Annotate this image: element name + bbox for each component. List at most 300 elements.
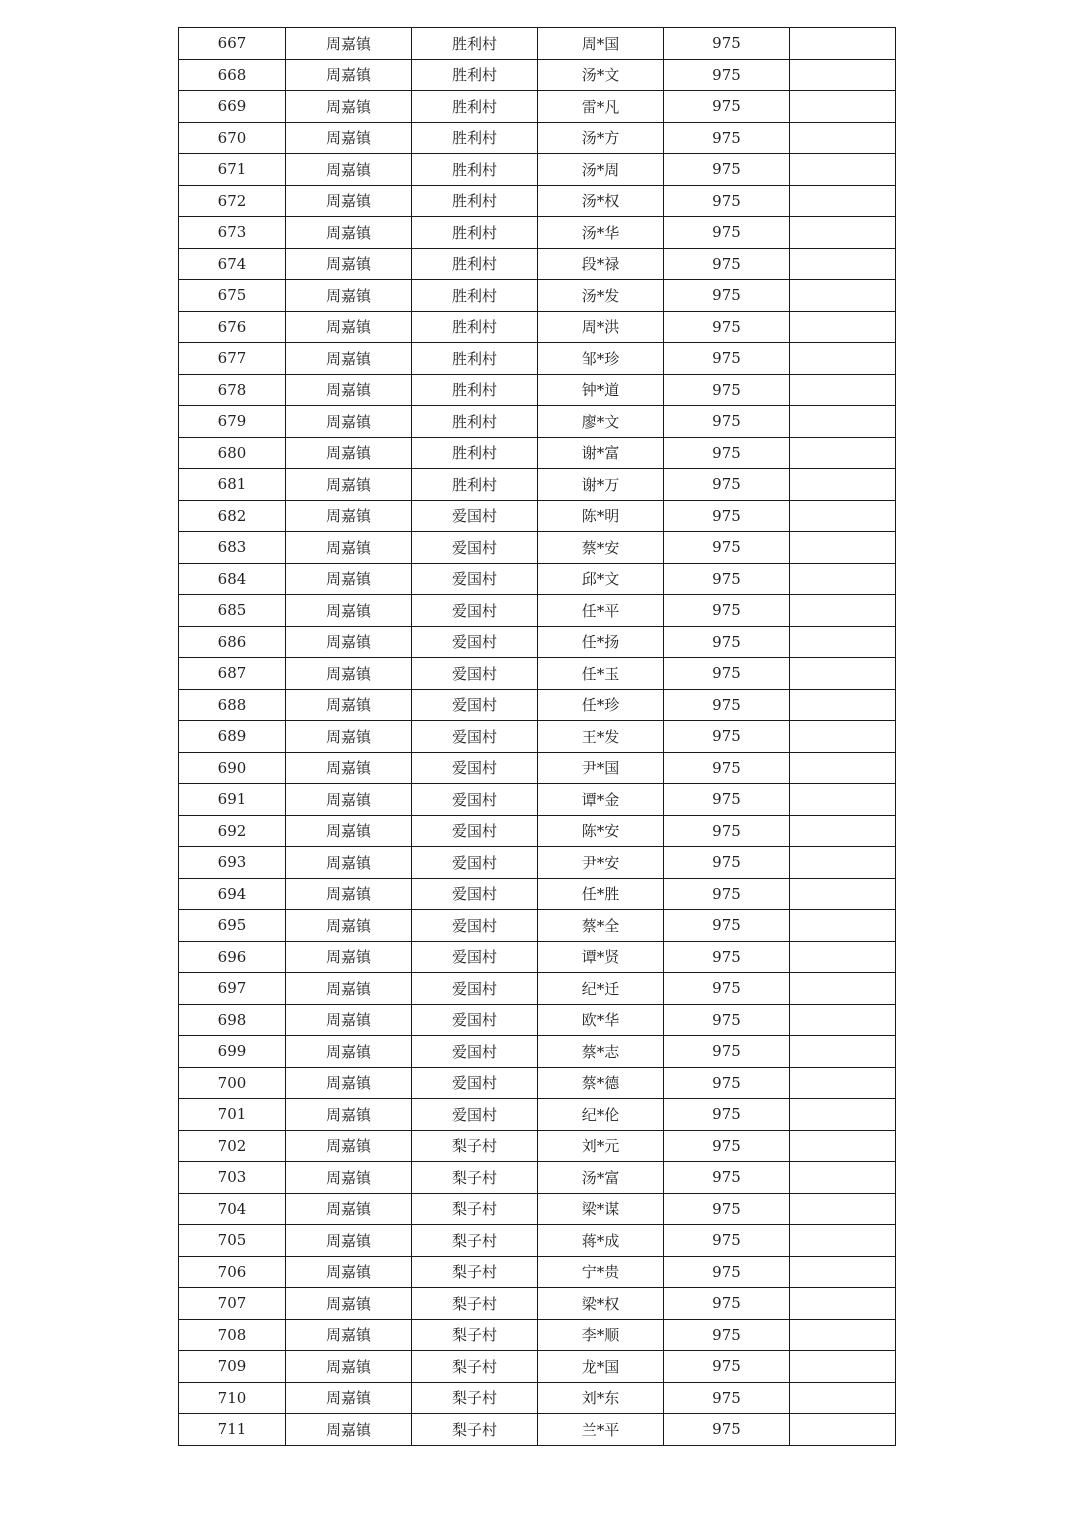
village-cell: 爱国村: [412, 784, 538, 816]
town-cell: 周嘉镇: [286, 752, 412, 784]
village-cell: 胜利村: [412, 217, 538, 249]
name-cell: 尹*安: [538, 847, 664, 879]
town-cell: 周嘉镇: [286, 59, 412, 91]
village-cell: 胜利村: [412, 311, 538, 343]
remarks-cell: [790, 1319, 896, 1351]
village-cell: 梨子村: [412, 1162, 538, 1194]
remarks-cell: [790, 532, 896, 564]
amount-cell: 975: [664, 154, 790, 186]
town-cell: 周嘉镇: [286, 217, 412, 249]
remarks-cell: [790, 122, 896, 154]
town-cell: 周嘉镇: [286, 973, 412, 1005]
amount-cell: 975: [664, 1256, 790, 1288]
name-cell: 任*胜: [538, 878, 664, 910]
amount-cell: 975: [664, 343, 790, 375]
table-row: [179, 500, 896, 532]
serial-number-cell: 692: [179, 815, 286, 847]
table-row: [179, 941, 896, 973]
name-cell: 谢*富: [538, 437, 664, 469]
serial-number-cell: 711: [179, 1414, 286, 1446]
table-row: [179, 658, 896, 690]
serial-number-cell: 698: [179, 1004, 286, 1036]
remarks-cell: [790, 248, 896, 280]
name-cell: 汤*富: [538, 1162, 664, 1194]
table-row: [179, 878, 896, 910]
remarks-cell: [790, 689, 896, 721]
name-cell: 宁*贵: [538, 1256, 664, 1288]
table-row: [179, 847, 896, 879]
town-cell: 周嘉镇: [286, 721, 412, 753]
remarks-cell: [790, 1130, 896, 1162]
amount-cell: 975: [664, 1162, 790, 1194]
remarks-cell: [790, 1036, 896, 1068]
town-cell: 周嘉镇: [286, 469, 412, 501]
remarks-cell: [790, 658, 896, 690]
table-row: [179, 752, 896, 784]
serial-number-cell: 691: [179, 784, 286, 816]
village-cell: 爱国村: [412, 595, 538, 627]
table-row: [179, 1193, 896, 1225]
remarks-cell: [790, 59, 896, 91]
remarks-cell: [790, 1162, 896, 1194]
serial-number-cell: 669: [179, 91, 286, 123]
remarks-cell: [790, 847, 896, 879]
village-cell: 爱国村: [412, 626, 538, 658]
serial-number-cell: 699: [179, 1036, 286, 1068]
serial-number-cell: 697: [179, 973, 286, 1005]
serial-number-cell: 703: [179, 1162, 286, 1194]
amount-cell: 975: [664, 469, 790, 501]
serial-number-cell: 670: [179, 122, 286, 154]
name-cell: 周*国: [538, 28, 664, 60]
town-cell: 周嘉镇: [286, 563, 412, 595]
village-cell: 梨子村: [412, 1130, 538, 1162]
village-cell: 梨子村: [412, 1225, 538, 1257]
amount-cell: 975: [664, 941, 790, 973]
table-row: [179, 784, 896, 816]
village-cell: 梨子村: [412, 1193, 538, 1225]
remarks-cell: [790, 154, 896, 186]
remarks-cell: [790, 815, 896, 847]
remarks-cell: [790, 374, 896, 406]
village-cell: 爱国村: [412, 532, 538, 564]
serial-number-cell: 686: [179, 626, 286, 658]
amount-cell: 975: [664, 185, 790, 217]
table-row: [179, 28, 896, 60]
serial-number-cell: 696: [179, 941, 286, 973]
remarks-cell: [790, 1414, 896, 1446]
table-row: [179, 595, 896, 627]
village-cell: 爱国村: [412, 1099, 538, 1131]
name-cell: 蔡*安: [538, 532, 664, 564]
amount-cell: 975: [664, 406, 790, 438]
name-cell: 陈*明: [538, 500, 664, 532]
amount-cell: 975: [664, 1319, 790, 1351]
name-cell: 汤*周: [538, 154, 664, 186]
serial-number-cell: 684: [179, 563, 286, 595]
table-row: [179, 374, 896, 406]
table-row: [179, 1382, 896, 1414]
remarks-cell: [790, 437, 896, 469]
town-cell: 周嘉镇: [286, 1193, 412, 1225]
table-row: [179, 1099, 896, 1131]
name-cell: 雷*凡: [538, 91, 664, 123]
amount-cell: 975: [664, 1004, 790, 1036]
town-cell: 周嘉镇: [286, 311, 412, 343]
amount-cell: 975: [664, 1414, 790, 1446]
name-cell: 汤*华: [538, 217, 664, 249]
amount-cell: 975: [664, 878, 790, 910]
town-cell: 周嘉镇: [286, 1414, 412, 1446]
town-cell: 周嘉镇: [286, 1004, 412, 1036]
town-cell: 周嘉镇: [286, 1256, 412, 1288]
table-row: [179, 469, 896, 501]
town-cell: 周嘉镇: [286, 847, 412, 879]
name-cell: 邹*珍: [538, 343, 664, 375]
village-cell: 胜利村: [412, 374, 538, 406]
remarks-cell: [790, 406, 896, 438]
table-row: [179, 1351, 896, 1383]
town-cell: 周嘉镇: [286, 280, 412, 312]
name-cell: 梁*谋: [538, 1193, 664, 1225]
name-cell: 任*平: [538, 595, 664, 627]
table-row: [179, 406, 896, 438]
remarks-cell: [790, 1099, 896, 1131]
table-row: [179, 973, 896, 1005]
town-cell: 周嘉镇: [286, 626, 412, 658]
village-cell: 胜利村: [412, 248, 538, 280]
serial-number-cell: 679: [179, 406, 286, 438]
town-cell: 周嘉镇: [286, 689, 412, 721]
remarks-cell: [790, 343, 896, 375]
serial-number-cell: 678: [179, 374, 286, 406]
town-cell: 周嘉镇: [286, 910, 412, 942]
amount-cell: 975: [664, 658, 790, 690]
village-cell: 爱国村: [412, 1067, 538, 1099]
name-cell: 汤*发: [538, 280, 664, 312]
village-cell: 爱国村: [412, 1004, 538, 1036]
table-row: [179, 626, 896, 658]
remarks-cell: [790, 1193, 896, 1225]
town-cell: 周嘉镇: [286, 437, 412, 469]
town-cell: 周嘉镇: [286, 1067, 412, 1099]
village-cell: 爱国村: [412, 815, 538, 847]
table-row: [179, 1225, 896, 1257]
table-row: [179, 122, 896, 154]
serial-number-cell: 682: [179, 500, 286, 532]
name-cell: 谭*贤: [538, 941, 664, 973]
village-cell: 爱国村: [412, 973, 538, 1005]
village-cell: 胜利村: [412, 280, 538, 312]
remarks-cell: [790, 563, 896, 595]
name-cell: 李*顺: [538, 1319, 664, 1351]
amount-cell: 975: [664, 689, 790, 721]
table-row: [179, 1004, 896, 1036]
name-cell: 纪*迁: [538, 973, 664, 1005]
remarks-cell: [790, 752, 896, 784]
serial-number-cell: 709: [179, 1351, 286, 1383]
village-cell: 胜利村: [412, 469, 538, 501]
village-cell: 爱国村: [412, 1036, 538, 1068]
serial-number-cell: 705: [179, 1225, 286, 1257]
town-cell: 周嘉镇: [286, 91, 412, 123]
name-cell: 周*洪: [538, 311, 664, 343]
name-cell: 梁*权: [538, 1288, 664, 1320]
serial-number-cell: 688: [179, 689, 286, 721]
remarks-cell: [790, 500, 896, 532]
amount-cell: 975: [664, 374, 790, 406]
village-cell: 胜利村: [412, 406, 538, 438]
remarks-cell: [790, 28, 896, 60]
village-cell: 爱国村: [412, 878, 538, 910]
name-cell: 尹*国: [538, 752, 664, 784]
table-row: [179, 59, 896, 91]
name-cell: 纪*伦: [538, 1099, 664, 1131]
serial-number-cell: 704: [179, 1193, 286, 1225]
name-cell: 廖*文: [538, 406, 664, 438]
remarks-cell: [790, 595, 896, 627]
name-cell: 刘*元: [538, 1130, 664, 1162]
name-cell: 王*发: [538, 721, 664, 753]
town-cell: 周嘉镇: [286, 658, 412, 690]
table-row: [179, 532, 896, 564]
table-row: [179, 280, 896, 312]
remarks-cell: [790, 910, 896, 942]
name-cell: 钟*道: [538, 374, 664, 406]
town-cell: 周嘉镇: [286, 28, 412, 60]
town-cell: 周嘉镇: [286, 343, 412, 375]
table-row: [179, 1414, 896, 1446]
town-cell: 周嘉镇: [286, 185, 412, 217]
remarks-cell: [790, 1067, 896, 1099]
serial-number-cell: 673: [179, 217, 286, 249]
amount-cell: 975: [664, 563, 790, 595]
remarks-cell: [790, 1382, 896, 1414]
village-cell: 胜利村: [412, 59, 538, 91]
village-cell: 爱国村: [412, 910, 538, 942]
table-row: [179, 91, 896, 123]
name-cell: 任*玉: [538, 658, 664, 690]
name-cell: 段*禄: [538, 248, 664, 280]
remarks-cell: [790, 1004, 896, 1036]
amount-cell: 975: [664, 1193, 790, 1225]
serial-number-cell: 668: [179, 59, 286, 91]
town-cell: 周嘉镇: [286, 1319, 412, 1351]
serial-number-cell: 675: [179, 280, 286, 312]
amount-cell: 975: [664, 1288, 790, 1320]
serial-number-cell: 667: [179, 28, 286, 60]
roster-table: [178, 27, 896, 1446]
village-cell: 梨子村: [412, 1288, 538, 1320]
village-cell: 胜利村: [412, 437, 538, 469]
remarks-cell: [790, 469, 896, 501]
town-cell: 周嘉镇: [286, 1225, 412, 1257]
remarks-cell: [790, 1288, 896, 1320]
serial-number-cell: 683: [179, 532, 286, 564]
remarks-cell: [790, 973, 896, 1005]
name-cell: 谢*万: [538, 469, 664, 501]
serial-number-cell: 695: [179, 910, 286, 942]
town-cell: 周嘉镇: [286, 1036, 412, 1068]
amount-cell: 975: [664, 752, 790, 784]
table-row: [179, 311, 896, 343]
amount-cell: 975: [664, 1067, 790, 1099]
name-cell: 龙*国: [538, 1351, 664, 1383]
village-cell: 胜利村: [412, 343, 538, 375]
name-cell: 汤*权: [538, 185, 664, 217]
amount-cell: 975: [664, 437, 790, 469]
village-cell: 爱国村: [412, 563, 538, 595]
town-cell: 周嘉镇: [286, 1288, 412, 1320]
town-cell: 周嘉镇: [286, 500, 412, 532]
serial-number-cell: 685: [179, 595, 286, 627]
name-cell: 邱*文: [538, 563, 664, 595]
name-cell: 兰*平: [538, 1414, 664, 1446]
town-cell: 周嘉镇: [286, 406, 412, 438]
village-cell: 胜利村: [412, 28, 538, 60]
table-row: [179, 1256, 896, 1288]
amount-cell: 975: [664, 91, 790, 123]
serial-number-cell: 681: [179, 469, 286, 501]
amount-cell: 975: [664, 595, 790, 627]
serial-number-cell: 701: [179, 1099, 286, 1131]
village-cell: 胜利村: [412, 91, 538, 123]
name-cell: 蔡*全: [538, 910, 664, 942]
village-cell: 梨子村: [412, 1382, 538, 1414]
amount-cell: 975: [664, 721, 790, 753]
table-row: [179, 1319, 896, 1351]
amount-cell: 975: [664, 910, 790, 942]
town-cell: 周嘉镇: [286, 815, 412, 847]
table-row: [179, 1130, 896, 1162]
table-row: [179, 1288, 896, 1320]
name-cell: 陈*安: [538, 815, 664, 847]
serial-number-cell: 690: [179, 752, 286, 784]
town-cell: 周嘉镇: [286, 941, 412, 973]
serial-number-cell: 674: [179, 248, 286, 280]
name-cell: 汤*方: [538, 122, 664, 154]
serial-number-cell: 700: [179, 1067, 286, 1099]
serial-number-cell: 702: [179, 1130, 286, 1162]
table-row: [179, 689, 896, 721]
name-cell: 谭*金: [538, 784, 664, 816]
village-cell: 梨子村: [412, 1414, 538, 1446]
table-row: [179, 248, 896, 280]
remarks-cell: [790, 878, 896, 910]
town-cell: 周嘉镇: [286, 122, 412, 154]
amount-cell: 975: [664, 1130, 790, 1162]
name-cell: 刘*东: [538, 1382, 664, 1414]
name-cell: 蔡*德: [538, 1067, 664, 1099]
amount-cell: 975: [664, 28, 790, 60]
town-cell: 周嘉镇: [286, 1162, 412, 1194]
serial-number-cell: 694: [179, 878, 286, 910]
table-row: [179, 1067, 896, 1099]
serial-number-cell: 687: [179, 658, 286, 690]
village-cell: 爱国村: [412, 689, 538, 721]
amount-cell: 975: [664, 122, 790, 154]
name-cell: 任*珍: [538, 689, 664, 721]
table-row: [179, 1036, 896, 1068]
remarks-cell: [790, 91, 896, 123]
amount-cell: 975: [664, 311, 790, 343]
remarks-cell: [790, 626, 896, 658]
town-cell: 周嘉镇: [286, 1099, 412, 1131]
serial-number-cell: 671: [179, 154, 286, 186]
amount-cell: 975: [664, 280, 790, 312]
amount-cell: 975: [664, 532, 790, 564]
serial-number-cell: 689: [179, 721, 286, 753]
village-cell: 爱国村: [412, 847, 538, 879]
remarks-cell: [790, 185, 896, 217]
table-row: [179, 185, 896, 217]
town-cell: 周嘉镇: [286, 374, 412, 406]
amount-cell: 975: [664, 1351, 790, 1383]
town-cell: 周嘉镇: [286, 1351, 412, 1383]
serial-number-cell: 672: [179, 185, 286, 217]
remarks-cell: [790, 280, 896, 312]
amount-cell: 975: [664, 1382, 790, 1414]
table-row: [179, 563, 896, 595]
remarks-cell: [790, 311, 896, 343]
amount-cell: 975: [664, 626, 790, 658]
village-cell: 爱国村: [412, 658, 538, 690]
serial-number-cell: 680: [179, 437, 286, 469]
remarks-cell: [790, 721, 896, 753]
town-cell: 周嘉镇: [286, 532, 412, 564]
name-cell: 蒋*成: [538, 1225, 664, 1257]
town-cell: 周嘉镇: [286, 1382, 412, 1414]
serial-number-cell: 706: [179, 1256, 286, 1288]
amount-cell: 975: [664, 847, 790, 879]
name-cell: 任*扬: [538, 626, 664, 658]
serial-number-cell: 707: [179, 1288, 286, 1320]
serial-number-cell: 693: [179, 847, 286, 879]
amount-cell: 975: [664, 248, 790, 280]
amount-cell: 975: [664, 1036, 790, 1068]
serial-number-cell: 708: [179, 1319, 286, 1351]
village-cell: 梨子村: [412, 1351, 538, 1383]
remarks-cell: [790, 1351, 896, 1383]
amount-cell: 975: [664, 973, 790, 1005]
remarks-cell: [790, 941, 896, 973]
serial-number-cell: 677: [179, 343, 286, 375]
roster-table-body: [179, 28, 896, 1446]
town-cell: 周嘉镇: [286, 1130, 412, 1162]
amount-cell: 975: [664, 1099, 790, 1131]
village-cell: 爱国村: [412, 752, 538, 784]
town-cell: 周嘉镇: [286, 154, 412, 186]
village-cell: 梨子村: [412, 1319, 538, 1351]
table-row: [179, 154, 896, 186]
amount-cell: 975: [664, 1225, 790, 1257]
name-cell: 汤*文: [538, 59, 664, 91]
village-cell: 爱国村: [412, 721, 538, 753]
name-cell: 蔡*志: [538, 1036, 664, 1068]
table-row: [179, 437, 896, 469]
town-cell: 周嘉镇: [286, 248, 412, 280]
table-row: [179, 815, 896, 847]
amount-cell: 975: [664, 59, 790, 91]
remarks-cell: [790, 1225, 896, 1257]
amount-cell: 975: [664, 815, 790, 847]
amount-cell: 975: [664, 784, 790, 816]
town-cell: 周嘉镇: [286, 595, 412, 627]
village-cell: 梨子村: [412, 1256, 538, 1288]
serial-number-cell: 710: [179, 1382, 286, 1414]
remarks-cell: [790, 784, 896, 816]
table-row: [179, 217, 896, 249]
